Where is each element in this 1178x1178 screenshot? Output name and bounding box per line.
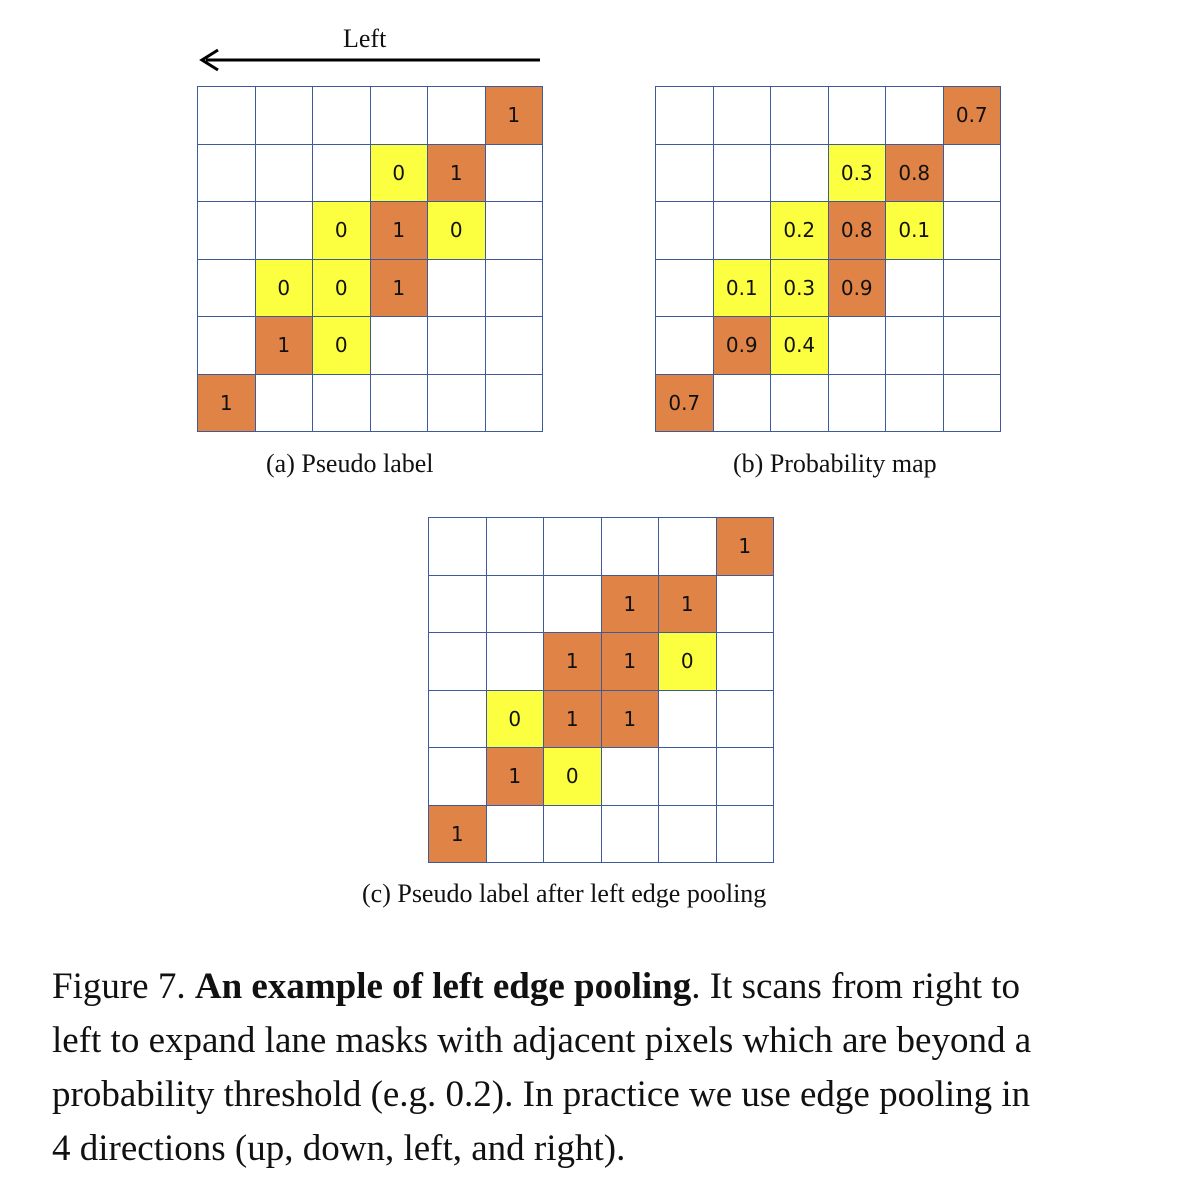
grid-cell bbox=[371, 87, 429, 145]
grid-cell: 0 bbox=[313, 317, 371, 375]
grid-cell bbox=[944, 317, 1002, 375]
grid-cell bbox=[602, 748, 660, 806]
grid-cell bbox=[486, 317, 544, 375]
grid-cell: 0.3 bbox=[829, 145, 887, 203]
pseudo-label-grid bbox=[197, 86, 543, 432]
grid-cell: 1 bbox=[659, 576, 717, 634]
grid-cell bbox=[714, 145, 772, 203]
grid-cell bbox=[371, 317, 429, 375]
grid-cell bbox=[659, 691, 717, 749]
grid-cell: 0 bbox=[487, 691, 545, 749]
grid-cell: 0.7 bbox=[944, 87, 1002, 145]
grid-cell bbox=[659, 806, 717, 864]
grid-cell bbox=[487, 518, 545, 576]
grid-cell: 1 bbox=[602, 691, 660, 749]
grid-cell bbox=[714, 375, 772, 433]
grid-cell: 1 bbox=[428, 145, 486, 203]
grid-cell bbox=[256, 145, 314, 203]
grid-cell bbox=[198, 145, 256, 203]
grid-cell bbox=[717, 633, 775, 691]
grid-cell bbox=[771, 87, 829, 145]
grid-cell bbox=[429, 576, 487, 634]
grid-cell bbox=[429, 691, 487, 749]
grid-cell bbox=[717, 691, 775, 749]
grid-cell bbox=[487, 633, 545, 691]
grid-cell bbox=[486, 260, 544, 318]
caption-line-1: . It scans from right to bbox=[691, 966, 1021, 1007]
grid-cell: 1 bbox=[544, 633, 602, 691]
grid-cell bbox=[544, 806, 602, 864]
grid-cell: 0.7 bbox=[656, 375, 714, 433]
arrow-label: Left bbox=[343, 24, 387, 53]
grid-cell bbox=[944, 145, 1002, 203]
grid-cell: 0 bbox=[544, 748, 602, 806]
grid-cell: 0 bbox=[428, 202, 486, 260]
grid-cell bbox=[886, 375, 944, 433]
grid-cell: 0.9 bbox=[829, 260, 887, 318]
left-arrow-icon bbox=[196, 48, 542, 72]
grid-cell bbox=[771, 375, 829, 433]
grid-cell: 1 bbox=[198, 375, 256, 433]
caption-line-2: left to expand lane masks with adjacent pixels which are beyond a bbox=[52, 1020, 1032, 1061]
grid-cell bbox=[717, 576, 775, 634]
probability-map-grid bbox=[655, 86, 1001, 432]
grid-cell: 0 bbox=[256, 260, 314, 318]
grid-cell: 1 bbox=[717, 518, 775, 576]
grid-cell bbox=[313, 375, 371, 433]
grid-cell: 1 bbox=[544, 691, 602, 749]
grid-cell bbox=[656, 260, 714, 318]
grid-cell bbox=[256, 375, 314, 433]
grid-cell bbox=[486, 145, 544, 203]
figure-caption bbox=[52, 960, 1152, 1176]
grid-cell: 1 bbox=[487, 748, 545, 806]
grid-cell: 0.8 bbox=[829, 202, 887, 260]
grid-cell bbox=[829, 375, 887, 433]
grid-cell bbox=[656, 87, 714, 145]
grid-cell bbox=[944, 202, 1002, 260]
grid-cell: 0 bbox=[659, 633, 717, 691]
grid-cell: 0.9 bbox=[714, 317, 772, 375]
pooled-label-grid bbox=[428, 517, 774, 863]
grid-cell: 0.8 bbox=[886, 145, 944, 203]
grid-cell bbox=[313, 145, 371, 203]
grid-cell bbox=[656, 317, 714, 375]
grid-cell bbox=[487, 576, 545, 634]
grid-cell bbox=[371, 375, 429, 433]
grid-cell bbox=[714, 202, 772, 260]
grid-cell: 1 bbox=[602, 576, 660, 634]
grid-cell: 0.3 bbox=[771, 260, 829, 318]
caption-c: (c) Pseudo label after left edge pooling bbox=[362, 879, 767, 908]
grid-cell bbox=[256, 87, 314, 145]
grid-cell bbox=[429, 633, 487, 691]
grid-cell: 0.1 bbox=[714, 260, 772, 318]
grid-cell: 1 bbox=[429, 806, 487, 864]
grid-cell bbox=[313, 87, 371, 145]
grid-cell: 1 bbox=[486, 87, 544, 145]
caption-line-3: probability threshold (e.g. 0.2). In practice we use edge pooling in bbox=[52, 1074, 1031, 1115]
grid-cell bbox=[198, 317, 256, 375]
grid-cell bbox=[717, 748, 775, 806]
grid-cell bbox=[486, 202, 544, 260]
grid-cell: 0 bbox=[313, 260, 371, 318]
grid-cell bbox=[544, 518, 602, 576]
figure-number: Figure 7. bbox=[52, 966, 195, 1007]
caption-a: (a) Pseudo label bbox=[266, 449, 434, 478]
grid-cell bbox=[428, 317, 486, 375]
grid-cell: 0 bbox=[313, 202, 371, 260]
grid-cell bbox=[544, 576, 602, 634]
grid-cell: 0.1 bbox=[886, 202, 944, 260]
grid-cell bbox=[944, 260, 1002, 318]
grid-cell bbox=[602, 806, 660, 864]
grid-cell bbox=[429, 748, 487, 806]
grid-cell: 0 bbox=[371, 145, 429, 203]
grid-cell bbox=[198, 202, 256, 260]
grid-cell bbox=[944, 375, 1002, 433]
grid-cell bbox=[829, 87, 887, 145]
grid-cell bbox=[829, 317, 887, 375]
grid-cell bbox=[717, 806, 775, 864]
grid-cell bbox=[886, 317, 944, 375]
grid-cell bbox=[771, 145, 829, 203]
grid-cell bbox=[428, 260, 486, 318]
grid-cell bbox=[886, 260, 944, 318]
caption-b: (b) Probability map bbox=[733, 449, 937, 478]
grid-cell: 1 bbox=[256, 317, 314, 375]
grid-cell bbox=[659, 518, 717, 576]
grid-cell: 0.4 bbox=[771, 317, 829, 375]
grid-cell: 1 bbox=[371, 260, 429, 318]
grid-cell bbox=[429, 518, 487, 576]
grid-cell bbox=[428, 375, 486, 433]
grid-cell bbox=[428, 87, 486, 145]
figure-title: An example of left edge pooling bbox=[194, 966, 692, 1007]
grid-cell bbox=[256, 202, 314, 260]
grid-cell bbox=[198, 87, 256, 145]
grid-cell bbox=[486, 375, 544, 433]
caption-line-4: 4 directions (up, down, left, and right). bbox=[52, 1128, 626, 1169]
grid-cell bbox=[714, 87, 772, 145]
grid-cell: 1 bbox=[602, 633, 660, 691]
grid-cell: 1 bbox=[371, 202, 429, 260]
grid-cell bbox=[602, 518, 660, 576]
grid-cell bbox=[198, 260, 256, 318]
grid-cell bbox=[656, 202, 714, 260]
grid-cell bbox=[656, 145, 714, 203]
grid-cell bbox=[487, 806, 545, 864]
grid-cell: 0.2 bbox=[771, 202, 829, 260]
grid-cell bbox=[659, 748, 717, 806]
grid-cell bbox=[886, 87, 944, 145]
